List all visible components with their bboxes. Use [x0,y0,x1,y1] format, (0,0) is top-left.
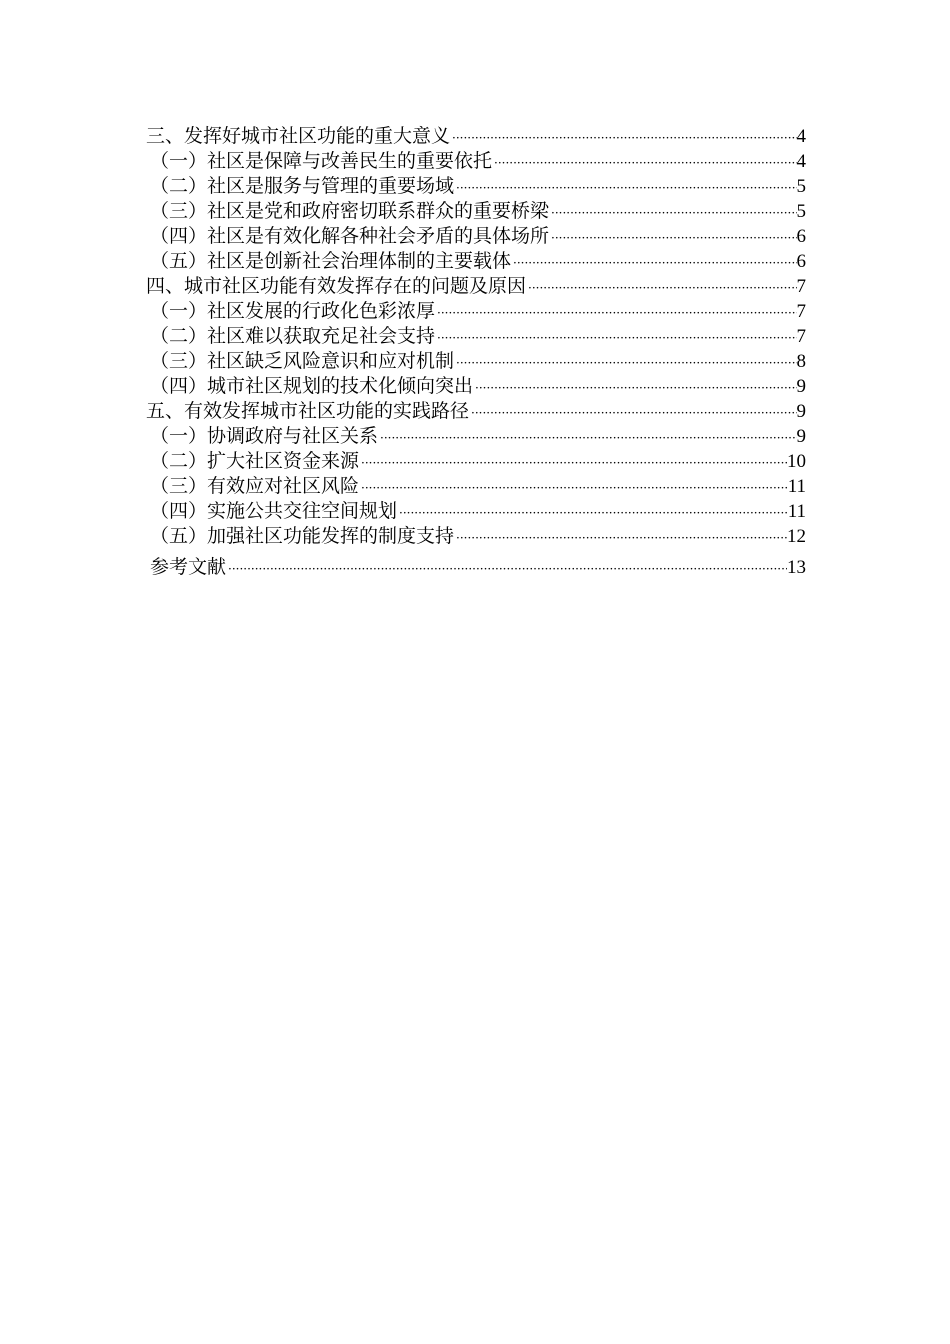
toc-dot-leader [359,476,788,501]
toc-entry-page: 12 [787,526,806,547]
toc-dot-leader [454,351,796,376]
toc-entry-page: 7 [796,276,806,297]
toc-entry-title: （三）社区是党和政府密切联系群众的重要桥梁 [150,200,550,222]
toc-entry-title: 五、有效发挥城市社区功能的实践路径 [146,400,470,422]
toc-entry-5-2[interactable] [146,449,806,474]
toc-entry-4-3[interactable] [146,349,806,374]
toc-dot-leader [511,251,796,276]
toc-entry-page: 9 [796,376,806,397]
toc-dot-leader [454,176,796,201]
toc-dot-leader [454,526,787,551]
toc-entry-page: 11 [787,476,806,497]
toc-entry-title: （二）社区是服务与管理的重要场域 [150,175,455,197]
toc-entry-title: （五）社区是创新社会治理体制的主要载体 [150,250,512,272]
toc-entry-title: （三）有效应对社区风险 [150,475,360,497]
toc-entry-title: （一）协调政府与社区关系 [150,425,379,447]
toc-entry-section-5[interactable] [146,399,806,424]
toc-dot-leader [492,151,796,176]
toc-dot-leader [359,451,787,476]
toc-entry-4-4[interactable] [146,374,806,399]
toc-entry-page: 4 [796,151,806,172]
toc-entry-5-4[interactable] [146,499,806,524]
toc-entry-5-5[interactable] [146,524,806,549]
toc-entry-3-5[interactable] [146,249,806,274]
toc-entry-title: （一）社区是保障与改善民生的重要依托 [150,150,493,172]
toc-dot-leader [473,376,796,401]
toc-dot-leader [226,557,787,582]
toc-entry-page: 5 [796,201,806,222]
toc-entry-page: 4 [796,126,806,147]
toc-entry-title: （三）社区缺乏风险意识和应对机制 [150,350,455,372]
toc-dot-leader [526,276,796,301]
toc-entry-section-4[interactable] [146,274,806,299]
toc-entry-3-1[interactable] [146,149,806,174]
toc-entry-title: （四）社区是有效化解各种社会矛盾的具体场所 [150,225,550,247]
toc-entry-title: 三、发挥好城市社区功能的重大意义 [146,125,451,147]
toc-dot-leader [549,226,796,251]
toc-entry-title: （二）扩大社区资金来源 [150,450,360,472]
toc-entry-page: 7 [796,301,806,322]
toc-entry-page: 11 [787,501,806,522]
toc-entry-references[interactable] [146,555,806,580]
toc-entry-page: 10 [787,451,806,472]
toc-entry-page: 6 [796,251,806,272]
toc-dot-leader [435,301,796,326]
toc-entry-page: 5 [796,176,806,197]
toc-entry-4-1[interactable] [146,299,806,324]
toc-entry-title: （四）实施公共交往空间规划 [150,500,398,522]
toc-dot-leader [450,126,796,151]
toc-entry-title: （一）社区发展的行政化色彩浓厚 [150,300,436,322]
toc-entry-page: 7 [796,326,806,347]
toc-entry-page: 6 [796,226,806,247]
toc-entry-page: 8 [796,351,806,372]
toc-entry-page: 9 [796,426,806,447]
table-of-contents [146,124,806,580]
toc-entry-title: 参考文献 [150,556,227,578]
toc-entry-page: 13 [787,557,806,578]
toc-entry-section-3[interactable] [146,124,806,149]
toc-entry-3-4[interactable] [146,224,806,249]
toc-entry-4-2[interactable] [146,324,806,349]
toc-entry-3-2[interactable] [146,174,806,199]
toc-dot-leader [397,501,788,526]
toc-dot-leader [378,426,796,451]
toc-dot-leader [435,326,796,351]
toc-dot-leader [549,201,796,226]
toc-entry-title: 四、城市社区功能有效发挥存在的问题及原因 [146,275,527,297]
toc-entry-5-1[interactable] [146,424,806,449]
toc-entry-page: 9 [796,401,806,422]
toc-entry-title: （二）社区难以获取充足社会支持 [150,325,436,347]
toc-entry-3-3[interactable] [146,199,806,224]
toc-entry-title: （五）加强社区功能发挥的制度支持 [150,525,455,547]
toc-dot-leader [469,401,796,426]
toc-entry-title: （四）城市社区规划的技术化倾向突出 [150,375,474,397]
toc-entry-5-3[interactable] [146,474,806,499]
